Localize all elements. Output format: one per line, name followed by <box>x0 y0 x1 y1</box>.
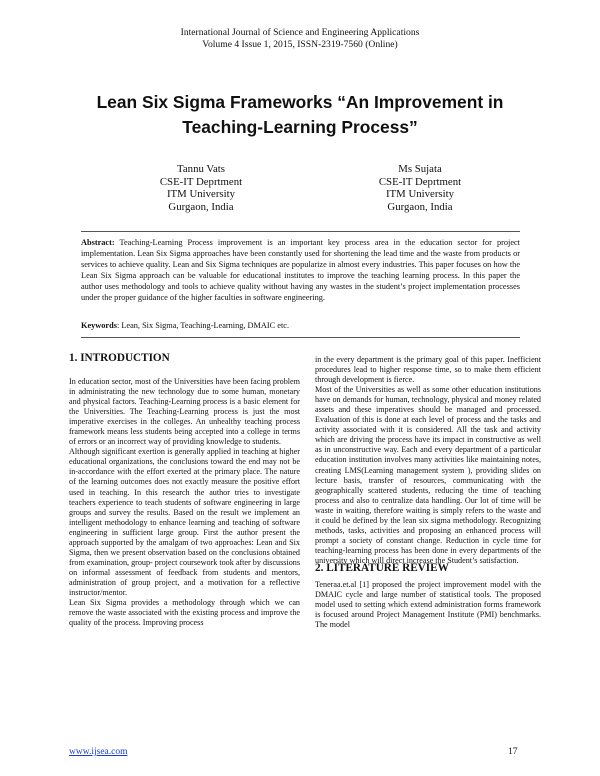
title-line-1: Lean Six Sigma Frameworks “An Improvement in <box>96 92 504 112</box>
title-line-2: Teaching-Learning Process” <box>182 117 418 137</box>
paper-title <box>60 90 540 140</box>
author-block-2 <box>320 163 520 213</box>
page-number: 17 <box>508 747 518 757</box>
keywords <box>81 320 520 331</box>
author-name: Tannu Vats <box>177 163 225 175</box>
literature-review-text <box>315 580 541 630</box>
keywords-label: Keywords <box>81 321 117 330</box>
left-column <box>69 377 300 628</box>
abstract-label: Abstract: <box>81 238 115 247</box>
author-university: ITM University <box>166 188 236 200</box>
author-dept: CSE-IT Deprtment <box>378 175 462 188</box>
abstract-text: Teaching-Learning Process improvement is an important key process area in the education sector for project implementation. Lean Six Sigma approaches have been constantly used for shortening the lead time and the waste from products or services to achieve quality. Lean and Six Sigma techniques are popularize in almost every industries. This paper focuses on how the Lean Six Sigma approach can be valuable for educational institutes to improve the teaching learning process. In this paper the author uses methodology and tools to achieve quality without having any wastes in the student’s project implementation processes under the proper guidance of the higher faculties in software engineering. <box>81 238 520 302</box>
author-university: ITM University <box>385 188 455 200</box>
paragraph: Most of the Universities as well as some other education institutions have on demands for human, technology, physical and money related assets and these imperatives should be managed and processed. Evaluation of this is done at each level of process and the tasks and activity associated with it is considered. All the task and activity which are driving the process have its impact in constructive as well as in unconstructive way. Each and every department of a particular education institution involves many activities like maintaining notes, creating LMS(Learning management system ), providing slides on lecture basis, transfer of resources, communicating with the geographically scattered students, reducing the time of teaching process and also to centralize data handling. Our lot of time will be waste in waiting, therefore waiting is simply refers to the waste and it could be defined by the lean six sigma methodology. Recognizing methods, tasks, activities and proposing an enhanced process will prompt a society of constant change. Reduction in cycle time for teaching-learning process has been done in every departments of the university which will direct increase the Student’s satisfaction. <box>315 385 541 565</box>
abstract-bottom-rule <box>81 337 520 338</box>
section-heading-literature-review: 2. LITERATURE REVIEW <box>315 562 449 574</box>
abstract-top-rule <box>81 231 520 232</box>
journal-volume: Volume 4 Issue 1, 2015, ISSN-2319-7560 (Online) <box>202 39 398 50</box>
author-location: Gurgaon, India <box>387 200 453 213</box>
author-name: Ms Sujata <box>398 163 442 175</box>
paragraph: Although significant exertion is generally applied in teaching at higher educational organizations, the conclusions toward the end may not be in-accordance with the effort exerted at the primary place. The nature of the learning outcomes does not exactly measure the positive effort used in teaching. In this research the author tries to investigate teachers experience to teach students of software engineering in large groups and survey the results. Based on the result we implement an intelligent methodology to enhance learning and teaching of software engineering in sufficient large group. First the author present the approach supported by the amalgam of two approaches: Lean and Six Sigma, then we present observation based on the conclusions obtained from examination, group- project coursework took after by discussions on informal assessment of feedback from students and mentors, administration of group project, and a motivation for a reflective instructor/mentor. <box>69 447 300 597</box>
section-heading-introduction: 1. INTRODUCTION <box>69 352 170 364</box>
paragraph: in the every department is the primary goal of this paper. Inefficient procedures lead to higher response time, so to make them efficient through development is fierce. <box>315 355 541 385</box>
abstract <box>81 237 520 303</box>
right-column <box>315 355 541 566</box>
paragraph: Lean Six Sigma provides a methodology through which we can remove the waste associated with the existing process and improve the quality of the process. Improving process <box>69 598 300 628</box>
journal-name: International Journal of Science and Engineering Applications <box>180 27 420 38</box>
author-dept: CSE-IT Deprtment <box>159 175 243 188</box>
journal-header <box>0 27 600 51</box>
author-block-1 <box>101 163 301 213</box>
journal-website-link[interactable]: www.ijsea.com <box>69 747 128 757</box>
keywords-text: : Lean, Six Sigma, Teaching-Learning, DMAIC etc. <box>116 321 290 330</box>
paragraph: In education sector, most of the Universities have been facing problem in administrating the new technology due to some human, monetary and physical factors. Teaching-Learning process is a basic element for the Universities. The Teaching-Learning process is just the most imperative exercises in the colleges. An unhealthy teaching process framework means less students being accepted into a college in terms of errors or an incorrect way of providing knowledge to students. <box>69 377 300 447</box>
author-location: Gurgaon, India <box>168 200 234 213</box>
paragraph: Teneraa.et.al [1] proposed the project improvement model with the DMAIC cycle and large number of statistical tools. The proposed model used to setting which extend administration forms framework is focused around Project Management Institute (PMI) benchmarks. The model <box>315 580 541 630</box>
